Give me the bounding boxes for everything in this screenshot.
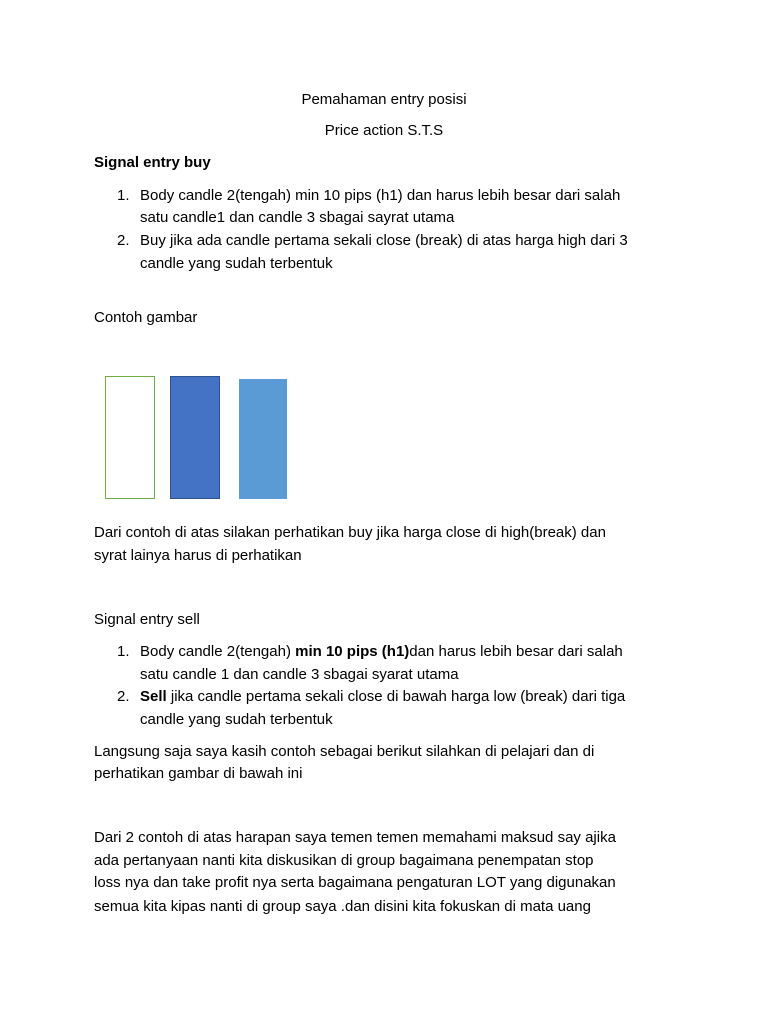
sell-heading: Signal entry sell: [94, 611, 200, 628]
sell-item-2-line-1: [140, 687, 625, 707]
note-line-2: perhatikan gambar di bawah ini: [94, 765, 303, 782]
sell-item-1-text-a: Body candle 2(tengah): [140, 643, 296, 660]
after-example-line-2: syrat lainya harus di perhatikan: [94, 547, 302, 564]
candle-2-filled: [170, 376, 220, 499]
sell-item-2-bold: Sell: [140, 688, 167, 705]
note-line-1: Langsung saja saya kasih contoh sebagai berikut silahkan di pelajari dan di: [94, 743, 595, 760]
after-example-line-1: Dari contoh di atas silakan perhatikan buy jika harga close di high(break) dan: [94, 524, 606, 541]
buy-item-1-line-1: Body candle 2(tengah) min 10 pips (h1) dan harus lebih besar dari salah: [140, 187, 621, 204]
sell-item-2-line-2: candle yang sudah terbentuk: [140, 711, 333, 728]
candle-1-outline: [105, 376, 155, 499]
sell-item-1-number: 1.: [117, 643, 130, 660]
buy-item-2-line-1: Buy jika ada candle pertama sekali close (break) di atas harga high dari 3: [140, 232, 628, 249]
sell-item-2-number: 2.: [117, 688, 130, 705]
closing-line-1: Dari 2 contoh di atas harapan saya temen temen memahami maksud say ajika: [94, 829, 616, 846]
sell-item-1-line-2: satu candle 1 dan candle 3 sbagai syarat utama: [140, 666, 459, 683]
buy-item-2-number: 2.: [117, 232, 130, 249]
document-subtitle: Price action S.T.S: [324, 122, 444, 139]
buy-item-1-number: 1.: [117, 187, 130, 204]
sell-item-1-text-b: dan harus lebih besar dari salah: [409, 643, 623, 660]
buy-item-1-line-2: satu candle1 dan candle 3 sbagai sayrat utama: [140, 209, 455, 226]
closing-line-4: semua kita kipas nanti di group saya .dan disini kita fokuskan di mata uang: [94, 898, 591, 915]
sell-item-1-line-1: [140, 642, 623, 662]
candle-3-filled: [239, 379, 287, 499]
document-title: Pemahaman entry posisi: [301, 91, 467, 108]
buy-item-2-line-2: candle yang sudah terbentuk: [140, 255, 333, 272]
sell-item-1-bold: min 10 pips (h1): [295, 643, 410, 660]
closing-line-3: loss nya dan take profit nya serta bagaimana pengaturan LOT yang digunakan: [94, 874, 616, 891]
closing-line-2: ada pertanyaan nanti kita diskusikan di group bagaimana penempatan stop: [94, 852, 594, 869]
sell-item-2-text: jika candle pertama sekali close di bawah harga low (break) dari tiga: [166, 688, 626, 705]
example-label: Contoh gambar: [94, 309, 198, 326]
buy-heading: Signal entry buy: [94, 154, 211, 171]
